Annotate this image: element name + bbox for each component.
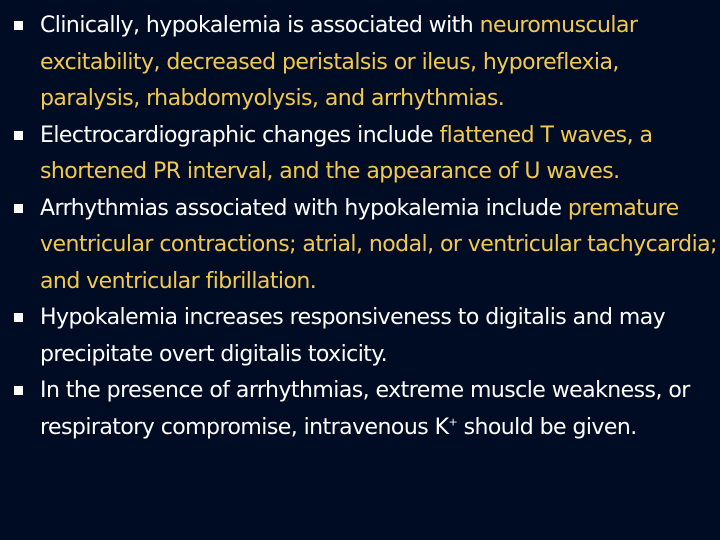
- bullet-text-end: should be given.: [457, 414, 637, 440]
- square-bullet-icon: [14, 21, 23, 30]
- square-bullet-icon: [14, 131, 23, 140]
- bullet-text: In the presence of arrhythmias, extreme muscle weakness, or respiratory compromise, intravenous K: [40, 378, 690, 440]
- bullet-text: Arrhythmias associated with hypokalemia include: [40, 195, 568, 221]
- bullet-highlight-text: neuromuscular excitability, decreased peristalsis or ileus, hyporeflexia, paralysis, rhabdomyolysis, and arrhythmias.: [40, 13, 638, 111]
- square-bullet-icon: [14, 386, 23, 395]
- bullet-item-hypokalemia-clinical: [14, 8, 718, 118]
- bullet-list: [14, 8, 718, 446]
- bullet-highlight-text: premature ventricular contractions; atrial, nodal, or ventricular tachycardia; and ventricular fibrillation.: [40, 195, 717, 294]
- bullet-item-arrhythmias: [14, 191, 718, 301]
- bullet-highlight-text: flattened T waves, a shortened PR interval, and the appearance of U waves.: [40, 122, 653, 184]
- bullet-item-intravenous-potassium: [14, 373, 718, 446]
- superscript-plus: +: [448, 415, 458, 429]
- bullet-text: Electrocardiographic changes include: [40, 122, 440, 148]
- bullet-item-ecg-changes: [14, 118, 718, 191]
- bullet-text: Hypokalemia increases responsiveness to digitalis and may precipitate overt digitalis toxicity.: [40, 305, 666, 367]
- bullet-text: Clinically, hypokalemia is associated with: [40, 13, 480, 38]
- square-bullet-icon: [14, 313, 23, 322]
- bullet-item-digitalis: [14, 300, 718, 373]
- square-bullet-icon: [14, 204, 23, 213]
